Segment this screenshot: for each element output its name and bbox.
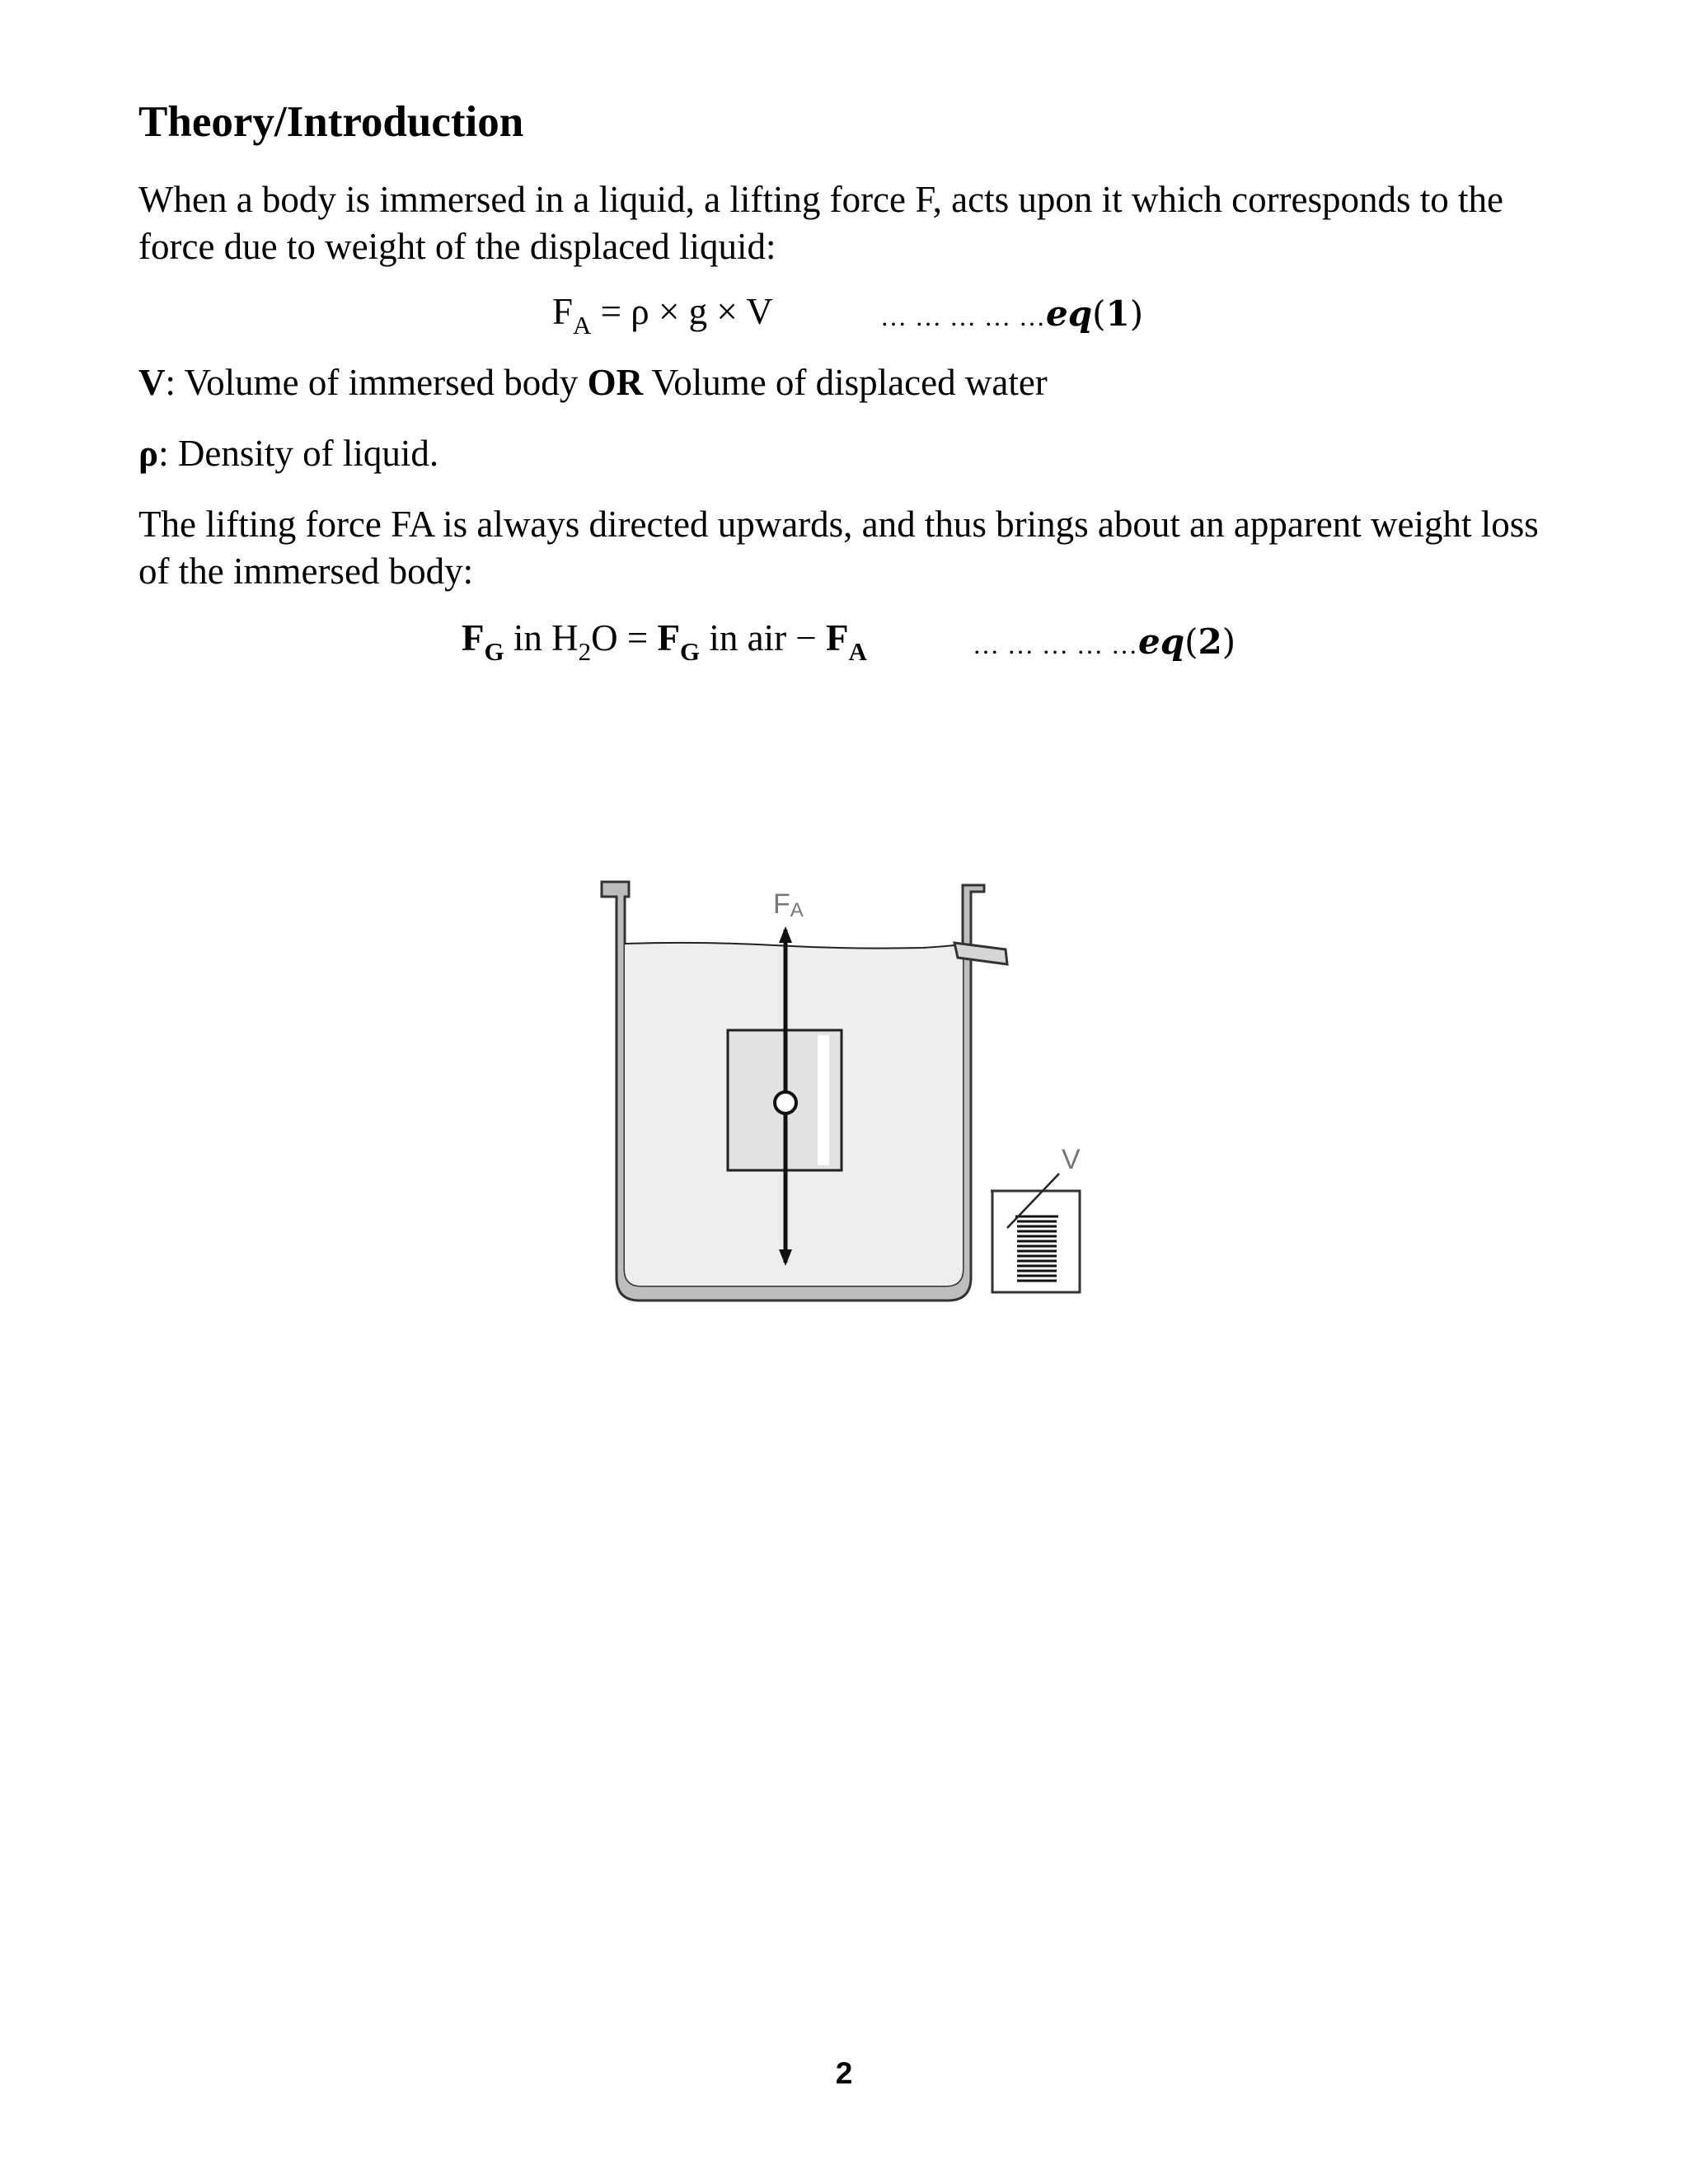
immersed-body-highlight [818,1035,829,1165]
buoyancy-figure [577,857,1121,1319]
equation-1: $F_A = \rho \times g \times V$ [552,291,773,340]
page-number: 2 [835,2056,853,2090]
paragraph-2: The lifting force FA is always directed upwards, and thus brings about an apparent weight loss of the immersed body: [138,504,1539,592]
equation-1-reference: … … … … …eq(1) [880,293,1144,334]
force-label: FA [773,888,804,921]
definition-density: ρ: Density of liquid. [138,433,439,474]
definition-volume: V: Volume of immersed body OR Volume of displaced water [138,362,1048,403]
volume-label: V [1062,1144,1081,1175]
center-of-mass [775,1092,796,1113]
force-arrow-up-icon [779,926,792,943]
equation-2: $F_G$ in $H_2O = F_G$ in air − $F_A$ [462,617,867,666]
intro-paragraph: When a body is immersed in a liquid, a lifting force F, acts upon it which corresponds to the force due to weight of the displaced liquid: [138,179,1504,267]
equation-2-reference: … … … … …eq(2) [973,621,1236,662]
section-heading: Theory/Introduction [138,98,524,146]
